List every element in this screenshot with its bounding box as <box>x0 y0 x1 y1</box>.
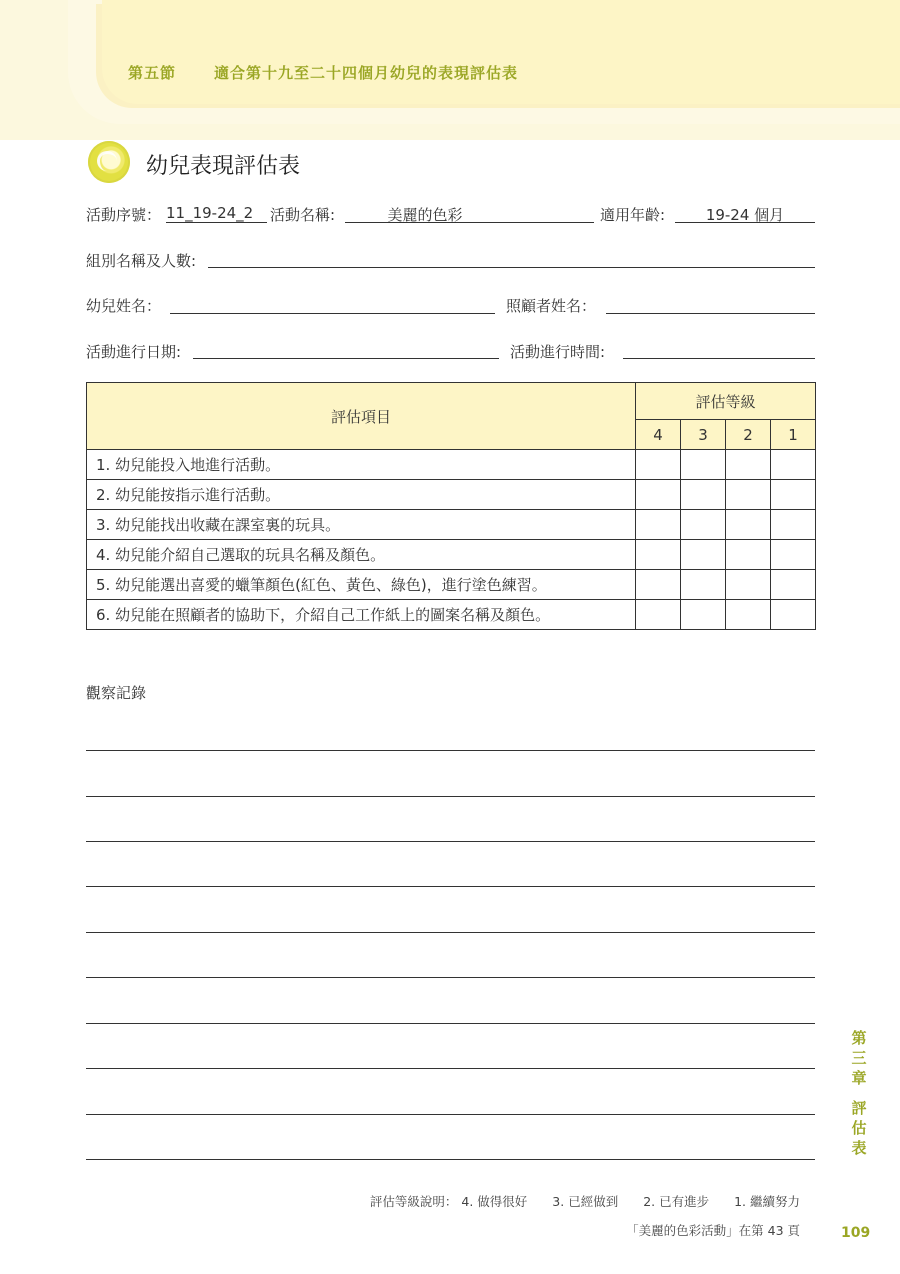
grade-cell[interactable] <box>726 450 771 480</box>
grade-cell[interactable] <box>726 510 771 540</box>
table-row <box>87 510 816 540</box>
side-tab-char: 估 <box>851 1119 867 1137</box>
grade-cell[interactable] <box>771 510 816 540</box>
grade-cell[interactable] <box>681 510 726 540</box>
evaluation-table <box>86 382 816 630</box>
observation-line[interactable] <box>86 1114 815 1115</box>
group-line <box>208 267 815 268</box>
observation-line[interactable] <box>86 886 815 887</box>
side-tab-char: 三 <box>851 1049 867 1067</box>
age-value: 19-24 個月 <box>705 206 785 224</box>
observation-line[interactable] <box>86 750 815 751</box>
header-tab-inner <box>102 0 900 104</box>
grade-cell[interactable] <box>681 540 726 570</box>
observation-line[interactable] <box>86 1159 815 1160</box>
date-label: 活動進行日期: <box>86 343 182 361</box>
observation-line[interactable] <box>86 932 815 933</box>
grade-cell[interactable] <box>636 570 681 600</box>
item-text: 2. 幼兒能按指示進行活動。 <box>87 480 636 510</box>
table-row <box>87 450 816 480</box>
activity-no-label: 活動序號： <box>86 206 162 224</box>
activity-reference: 「美麗的色彩活動」在第 43 頁 <box>626 1223 800 1238</box>
observation-line[interactable] <box>86 841 815 842</box>
observation-line[interactable] <box>86 1068 815 1069</box>
grade-cell[interactable] <box>771 480 816 510</box>
side-tab-char: 表 <box>851 1139 867 1157</box>
observation-title: 觀察記錄 <box>86 684 147 702</box>
carer-name-label: 照顧者姓名： <box>506 297 597 315</box>
section-number: 第五節 <box>128 64 177 82</box>
group-label: 組別名稱及人數: <box>86 252 197 270</box>
grade-cell[interactable] <box>636 450 681 480</box>
activity-no-line <box>166 222 267 223</box>
chapter-side-tab <box>845 1028 873 1158</box>
grade-cell[interactable] <box>636 510 681 540</box>
page-title: 幼兒表現評估表 <box>146 154 301 179</box>
observation-line[interactable] <box>86 977 815 978</box>
grade-cell[interactable] <box>681 480 726 510</box>
grade-cell[interactable] <box>726 540 771 570</box>
grade-cell[interactable] <box>726 570 771 600</box>
grade-cell[interactable] <box>726 480 771 510</box>
table-row <box>87 600 816 630</box>
age-label: 適用年齡: <box>600 206 666 224</box>
side-tab-spacer <box>845 1088 873 1098</box>
grade-cell[interactable] <box>636 600 681 630</box>
grade-cell[interactable] <box>771 600 816 630</box>
time-label: 活動進行時間: <box>510 343 606 361</box>
side-tab-char: 第 <box>851 1029 867 1047</box>
activity-name-label: 活動名稱: <box>270 206 336 224</box>
item-text: 6. 幼兒能在照顧者的協助下，介紹自己工作紙上的圖案名稱及顏色。 <box>87 600 636 630</box>
grade-cell[interactable] <box>681 450 726 480</box>
page-number: 109 <box>841 1225 871 1241</box>
item-text: 5. 幼兒能選出喜愛的蠟筆顏色(紅色、黃色、綠色)，進行塗色練習。 <box>87 570 636 600</box>
child-name-line <box>170 313 495 314</box>
grade-cell[interactable] <box>636 480 681 510</box>
side-tab-char: 評 <box>851 1099 867 1117</box>
carer-name-line <box>606 313 815 314</box>
item-header: 評估項目 <box>87 383 636 450</box>
grade-cell[interactable] <box>681 570 726 600</box>
time-line <box>623 358 815 359</box>
observation-line[interactable] <box>86 796 815 797</box>
item-text: 1. 幼兒能投入地進行活動。 <box>87 450 636 480</box>
grade-1-header: 1 <box>771 420 816 450</box>
side-tab-char: 章 <box>851 1069 867 1087</box>
circle-bullet-icon <box>88 141 130 183</box>
grade-cell[interactable] <box>636 540 681 570</box>
grade-cell[interactable] <box>771 450 816 480</box>
grade-header: 評估等級 <box>636 383 816 420</box>
item-text: 4. 幼兒能介紹自己選取的玩具名稱及顏色。 <box>87 540 636 570</box>
activity-no-value: 11_19-24_2 <box>166 204 254 222</box>
grade-cell[interactable] <box>771 540 816 570</box>
table-row <box>87 570 816 600</box>
grade-cell[interactable] <box>681 600 726 630</box>
grade-cell[interactable] <box>771 570 816 600</box>
grade-cell[interactable] <box>726 600 771 630</box>
table-row <box>87 540 816 570</box>
grade-3-header: 3 <box>681 420 726 450</box>
grade-2-header: 2 <box>726 420 771 450</box>
observation-line[interactable] <box>86 1023 815 1024</box>
date-line <box>193 358 499 359</box>
grade-legend: 評估等級說明： 4. 做得很好 3. 已經做到 2. 已有進步 1. 繼續努力 <box>369 1194 800 1209</box>
activity-name-value: 美麗的色彩 <box>387 206 463 224</box>
grade-4-header: 4 <box>636 420 681 450</box>
item-text: 3. 幼兒能找出收藏在課室裏的玩具。 <box>87 510 636 540</box>
child-name-label: 幼兒姓名： <box>86 297 162 315</box>
table-row <box>87 480 816 510</box>
section-title: 適合第十九至二十四個月幼兒的表現評估表 <box>214 64 519 82</box>
